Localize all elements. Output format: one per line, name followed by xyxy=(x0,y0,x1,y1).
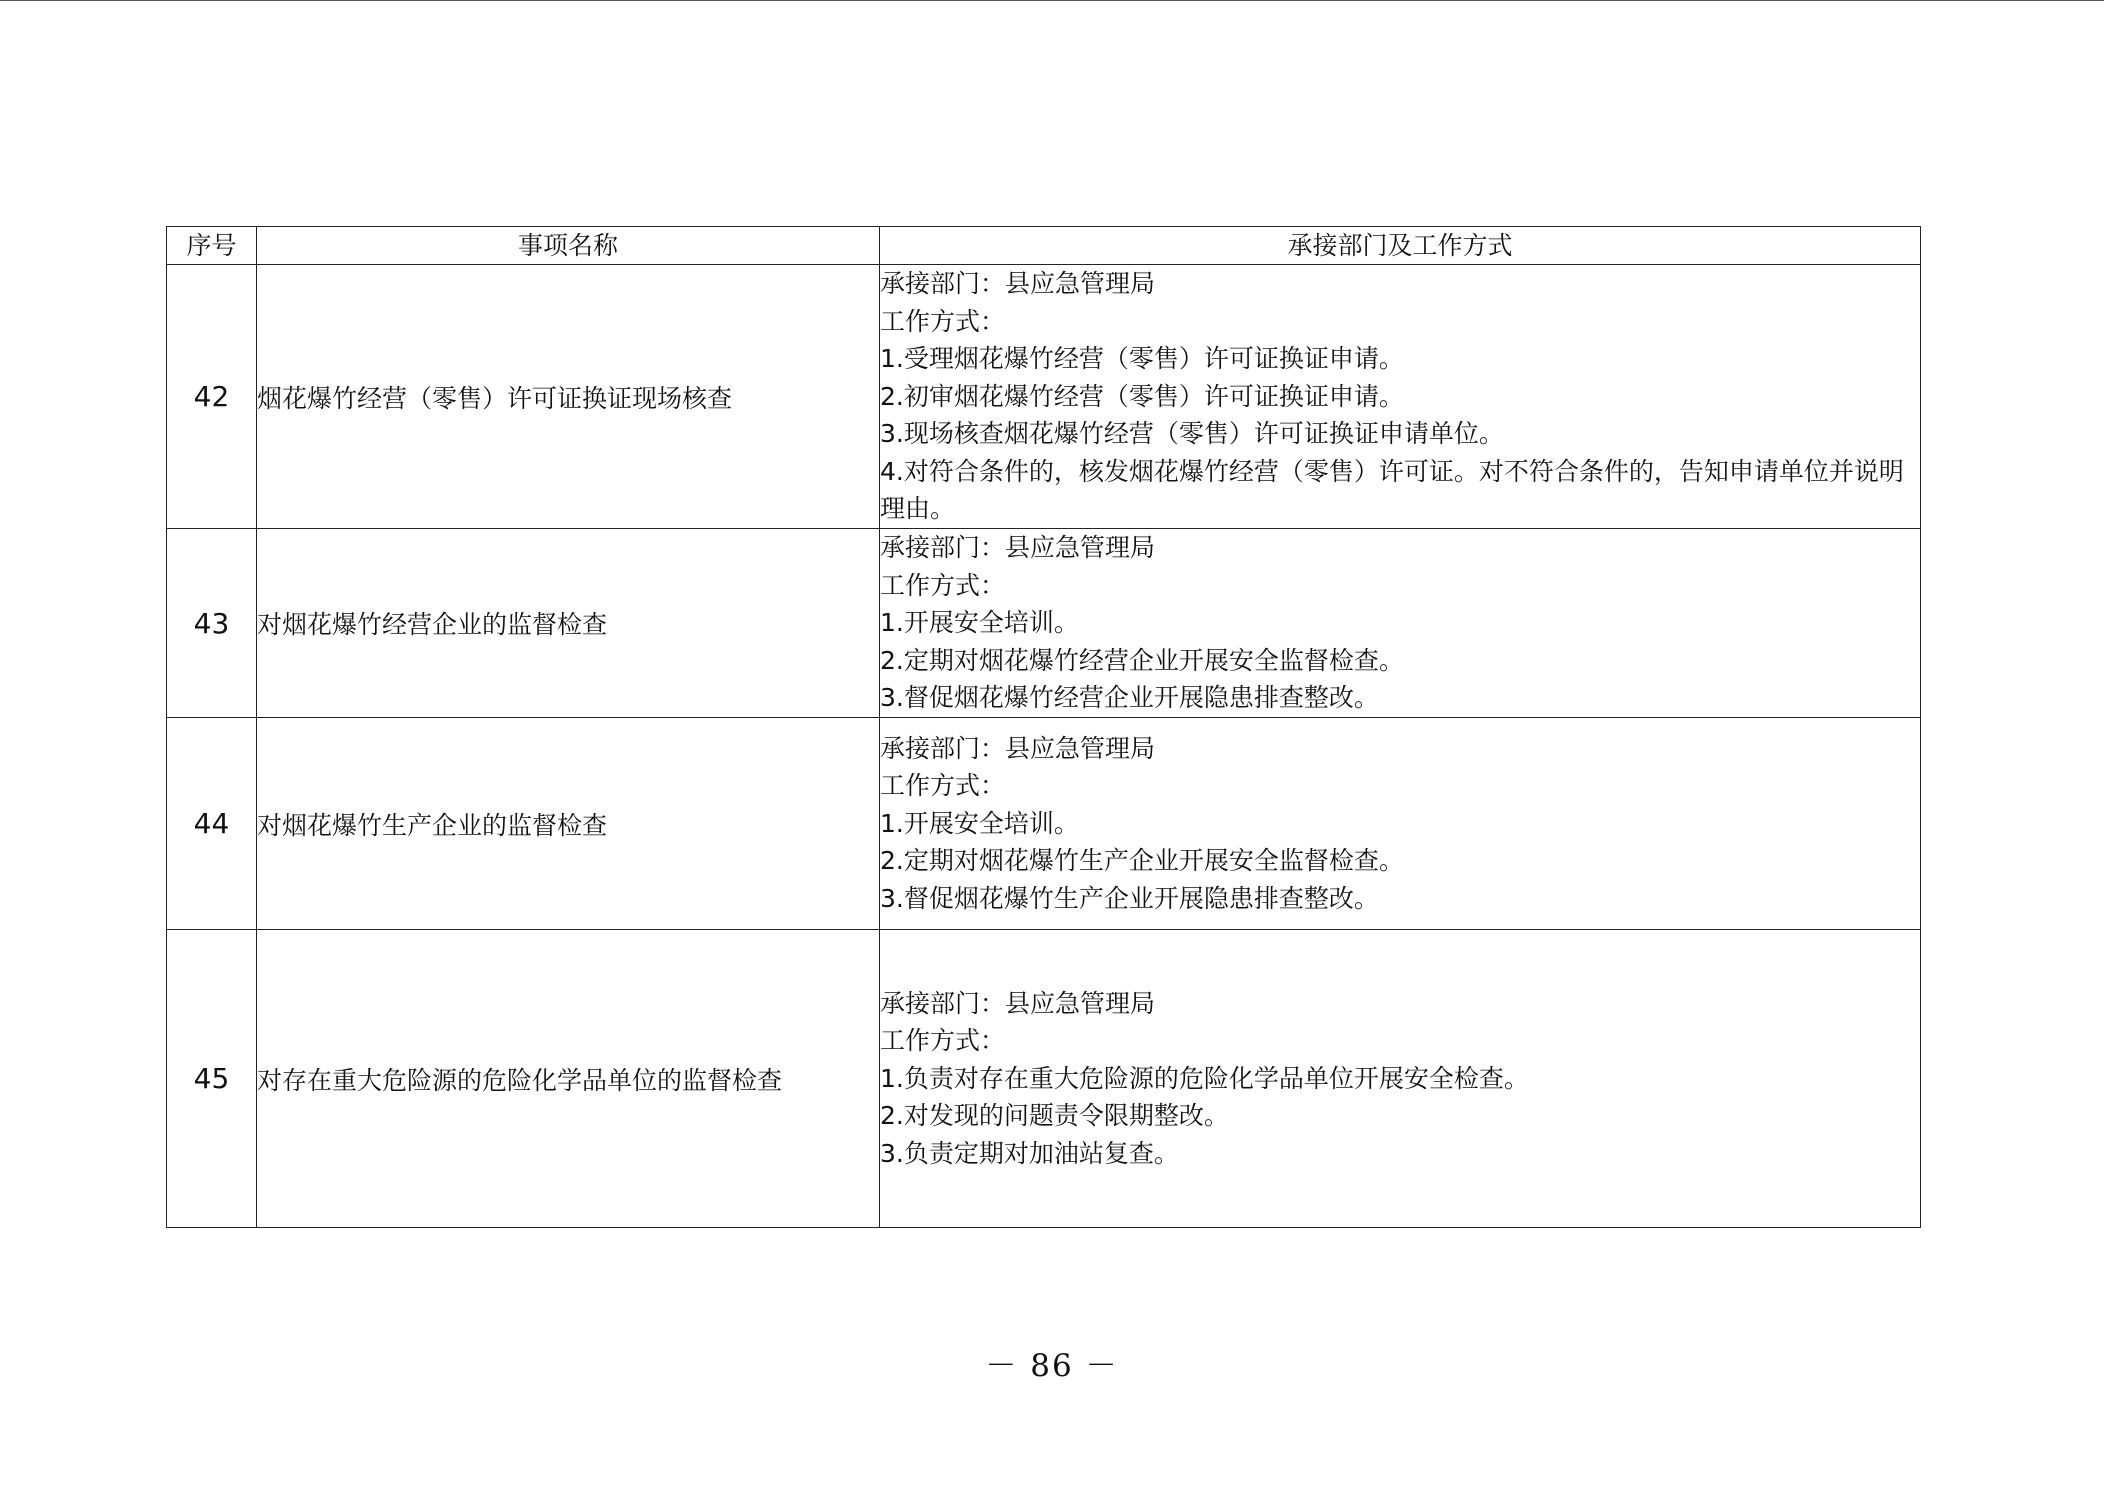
dept-line: 承接部门：县应急管理局 xyxy=(880,533,1156,563)
table-row xyxy=(167,930,1921,1228)
row-seq: 43 xyxy=(167,529,257,718)
method-step: 3.督促烟花爆竹经营企业开展隐患排查整改。 xyxy=(880,683,1379,713)
method-label: 工作方式： xyxy=(880,570,1006,600)
row-dept-method xyxy=(880,718,1921,930)
method-step: 4.对符合条件的，核发烟花爆竹经营（零售）许可证。对不符合条件的，告知申请单位并说明理由。 xyxy=(880,456,1904,524)
row-item-name: 对存在重大危险源的危险化学品单位的监督检查 xyxy=(257,930,880,1228)
table-header-row xyxy=(167,227,1921,265)
table-row xyxy=(167,265,1921,529)
method-step: 2.定期对烟花爆竹经营企业开展安全监督检查。 xyxy=(880,645,1404,675)
table-row xyxy=(167,529,1921,718)
method-step: 2.对发现的问题责令限期整改。 xyxy=(880,1101,1229,1131)
method-step: 1.负责对存在重大危险源的危险化学品单位开展安全检查。 xyxy=(880,1063,1529,1093)
responsibility-table xyxy=(166,226,1921,1228)
page-top-border xyxy=(0,0,2104,1)
row-dept-method xyxy=(880,265,1921,529)
method-step: 1.受理烟花爆竹经营（零售）许可证换证申请。 xyxy=(880,344,1404,374)
row-seq: 44 xyxy=(167,718,257,930)
method-label: 工作方式： xyxy=(880,771,1006,801)
page-number: － 86 － xyxy=(985,1348,1119,1384)
method-step: 2.定期对烟花爆竹生产企业开展安全监督检查。 xyxy=(880,846,1404,876)
table-row xyxy=(167,718,1921,930)
dept-line: 承接部门：县应急管理局 xyxy=(880,733,1156,763)
method-label: 工作方式： xyxy=(880,1026,1006,1056)
header-seq: 序号 xyxy=(167,227,257,265)
row-item-name: 对烟花爆竹生产企业的监督检查 xyxy=(257,718,880,930)
header-item-name: 事项名称 xyxy=(257,227,880,265)
row-dept-method xyxy=(880,529,1921,718)
row-seq: 42 xyxy=(167,265,257,529)
method-step: 3.负责定期对加油站复查。 xyxy=(880,1138,1179,1168)
row-seq: 45 xyxy=(167,930,257,1228)
header-dept-method: 承接部门及工作方式 xyxy=(880,227,1921,265)
dept-line: 承接部门：县应急管理局 xyxy=(880,988,1156,1018)
method-step: 1.开展安全培训。 xyxy=(880,608,1079,638)
row-item-name: 对烟花爆竹经营企业的监督检查 xyxy=(257,529,880,718)
row-dept-method xyxy=(880,930,1921,1228)
dept-line: 承接部门：县应急管理局 xyxy=(880,269,1156,299)
method-step: 3.现场核查烟花爆竹经营（零售）许可证换证申请单位。 xyxy=(880,419,1504,449)
method-step: 3.督促烟花爆竹生产企业开展隐患排查整改。 xyxy=(880,883,1379,913)
method-label: 工作方式： xyxy=(880,306,1006,336)
method-step: 2.初审烟花爆竹经营（零售）许可证换证申请。 xyxy=(880,381,1404,411)
method-step: 1.开展安全培训。 xyxy=(880,808,1079,838)
row-item-name: 烟花爆竹经营（零售）许可证换证现场核查 xyxy=(257,265,880,529)
